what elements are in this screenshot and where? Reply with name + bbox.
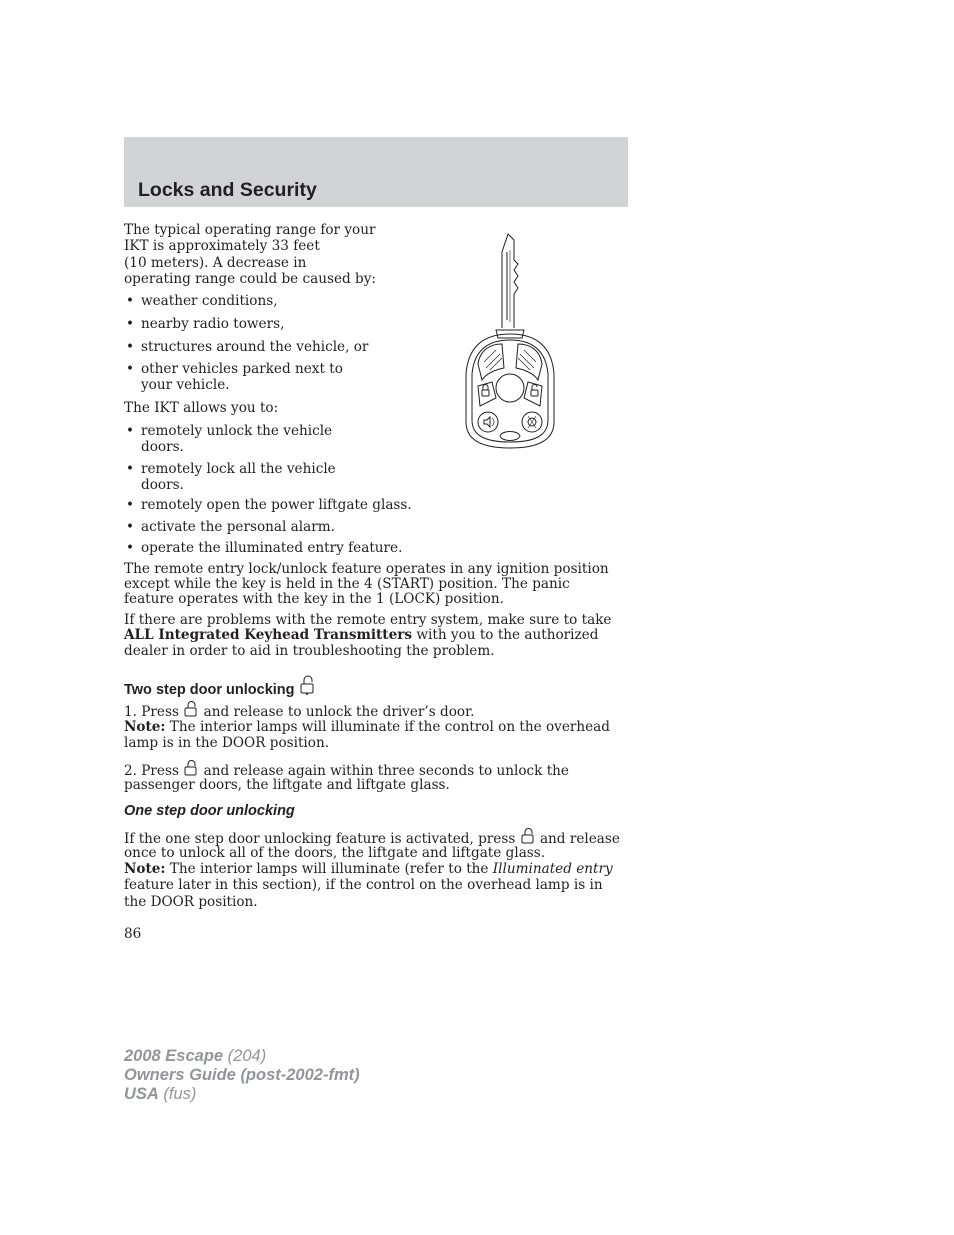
two-step-step2-line2: passenger doors, the liftgate and liftgate glass. [124, 777, 450, 793]
one-step-note-3: the DOOR position. [124, 894, 258, 910]
one-step-note-2: feature later in this section), if the control on the overhead lamp is in [124, 877, 603, 893]
page-number: 86 [124, 926, 142, 942]
footer-line-3: USA (fus) [124, 1085, 197, 1103]
intro-line-2: IKT is approximately 33 feet [124, 238, 320, 254]
intro-line-4: operating range could be caused by: [124, 271, 377, 287]
integrated-keyhead-transmitter-illustration [462, 230, 558, 456]
section-title: Locks and Security [138, 179, 317, 201]
one-step-note-1: Note: The interior lamps will illuminate (refer to the Illuminated entry [124, 861, 613, 877]
unlock-padlock-icon [299, 674, 317, 701]
two-step-note-2: lamp is in the DOOR position. [124, 735, 330, 751]
allows-lead: The IKT allows you to: [124, 400, 279, 416]
document-footer [124, 1047, 360, 1104]
one-step-line-1: If the one step door unlocking feature is activated, press and release [124, 827, 620, 849]
footer-line-1: 2008 Escape (204) [124, 1047, 267, 1065]
footer-line-2: Owners Guide (post-2002-fmt) [124, 1066, 360, 1084]
one-step-heading: One step door unlocking [124, 803, 295, 819]
intro-line-1: The typical operating range for your [124, 222, 376, 238]
problems-line-1: If there are problems with the remote entry system, make sure to take [124, 612, 612, 628]
problems-bold: ALL Integrated Keyhead Transmitters [124, 627, 413, 643]
remote-line-2: except while the key is held in the 4 (START) position. The panic [124, 576, 570, 592]
problems-line-2: ALL Integrated Keyhead Transmitters with you to the authorized [124, 627, 599, 643]
two-step-step2: 2. Press and release again within three seconds to unlock the [124, 759, 569, 781]
one-step-line-2: once to unlock all of the doors, the liftgate and liftgate glass. [124, 845, 546, 861]
intro-line-3: (10 meters). A decrease in [124, 255, 307, 271]
remote-line-1: The remote entry lock/unlock feature operates in any ignition position [124, 561, 609, 577]
problems-line-3: dealer in order to aid in troubleshooting the problem. [124, 643, 495, 659]
two-step-step1: 1. Press and release to unlock the driver’s door. [124, 700, 474, 722]
two-step-note-1: Note: The interior lamps will illuminate if the control on the overhead [124, 719, 610, 735]
remote-line-3: feature operates with the key in the 1 (LOCK) position. [124, 591, 504, 607]
two-step-heading: Two step door unlocking [124, 674, 317, 701]
